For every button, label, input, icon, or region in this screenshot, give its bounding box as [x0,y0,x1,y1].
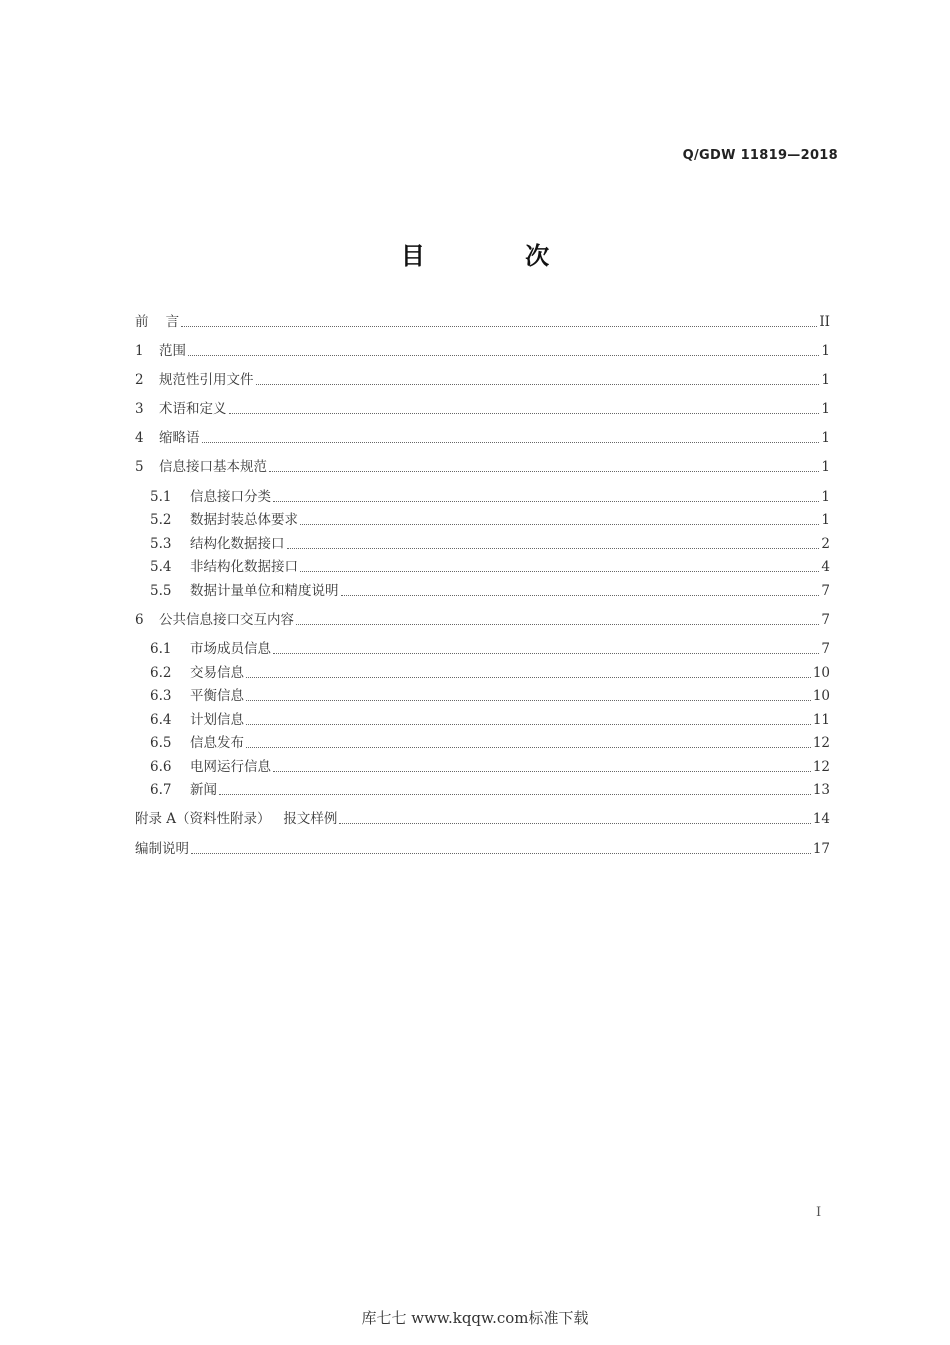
toc-entry-page: 17 [812,841,830,857]
dot-leader [273,771,811,772]
toc-entry-label: 前 言 [135,314,180,330]
toc-entry-number: 6.5 [150,735,172,751]
toc-entry-page: 14 [812,811,830,827]
page-number: I [816,1205,822,1220]
toc-entry[interactable] [135,809,830,829]
toc-entry[interactable] [135,399,830,419]
dot-leader [191,853,811,854]
toc-entry-page: 1 [821,459,830,475]
toc-entry-label: 附录 A（资料性附录） 报文样例 [135,811,338,827]
dot-leader [287,548,820,549]
toc-entry-number: 6.6 [150,759,172,775]
toc-entry-page: 12 [812,759,830,775]
toc-entry-page: II [819,314,830,330]
toc-entry[interactable] [150,757,830,777]
toc-entry-page: 10 [812,665,830,681]
dot-leader [339,823,810,824]
toc-entry[interactable] [150,534,830,554]
dot-leader [256,384,820,385]
toc-entry-label: 电网运行信息 [190,759,271,775]
toc-entry-page: 1 [821,343,830,359]
toc-entry-page: 7 [821,641,830,657]
toc-entry-label: 术语和定义 [159,401,227,417]
toc-entry[interactable] [135,839,830,859]
dot-leader [246,677,811,678]
dot-leader [246,700,811,701]
toc-entry-label: 规范性引用文件 [159,372,254,388]
toc-entry-page: 1 [821,512,830,528]
toc-entry[interactable] [135,312,830,332]
toc-entry-page: 13 [812,782,830,798]
toc-entry-label: 新闻 [190,782,217,798]
toc-entry-number: 5.3 [150,536,172,552]
toc-entry[interactable] [150,639,830,659]
toc-entry-label: 数据计量单位和精度说明 [190,583,339,599]
standard-code: Q/GDW 11819—2018 [682,148,838,163]
toc-entry-number: 1 [135,343,144,359]
dot-leader [246,747,811,748]
toc-entry-number: 6 [135,612,144,628]
toc-entry-label: 平衡信息 [190,688,244,704]
toc-entry-number: 6.7 [150,782,172,798]
toc-entry-number: 5.4 [150,559,172,575]
toc-entry-label: 信息发布 [190,735,244,751]
toc-entry-label: 信息接口基本规范 [159,459,267,475]
toc-entry[interactable] [135,428,830,448]
toc-entry-page: 1 [821,401,830,417]
dot-leader [202,442,820,443]
toc-entry[interactable] [150,710,830,730]
toc-entry[interactable] [135,610,830,630]
toc-entry[interactable] [135,370,830,390]
toc-entry-number: 2 [135,372,144,388]
toc-entry-page: 7 [821,612,830,628]
toc-entry[interactable] [150,510,830,530]
toc-entry-label: 范围 [159,343,186,359]
toc-entry-page: 4 [821,559,830,575]
toc-entry-number: 5.1 [150,489,172,505]
toc-entry[interactable] [150,557,830,577]
dot-leader [188,355,819,356]
toc-entry-page: 1 [821,489,830,505]
toc-entry-page: 7 [821,583,830,599]
toc-entry[interactable] [150,733,830,753]
dot-leader [219,794,811,795]
toc-entry-label: 信息接口分类 [190,489,271,505]
toc-entry-label: 计划信息 [190,712,244,728]
dot-leader [300,571,819,572]
toc-entry[interactable] [150,487,830,507]
toc-entry-page: 1 [821,430,830,446]
toc-entry-label: 缩略语 [159,430,200,446]
toc-entry[interactable] [150,780,830,800]
toc-entry-label: 编制说明 [135,841,189,857]
dot-leader [300,524,819,525]
toc-entry-page: 10 [812,688,830,704]
toc-entry-label: 市场成员信息 [190,641,271,657]
toc-entry-page: 11 [812,712,830,728]
dot-leader [246,724,811,725]
toc-entry-number: 5 [135,459,144,475]
dot-leader [273,501,819,502]
toc-entry-number: 6.4 [150,712,172,728]
toc-entry[interactable] [135,457,830,477]
toc-entry-number: 5.5 [150,583,172,599]
dot-leader [296,624,819,625]
toc-entry-label: 公共信息接口交互内容 [159,612,294,628]
dot-leader [273,653,819,654]
toc-entry-number: 6.1 [150,641,172,657]
toc-entry-page: 2 [821,536,830,552]
toc-entry[interactable] [150,581,830,601]
toc-entry-number: 4 [135,430,144,446]
toc-entry-label: 数据封装总体要求 [190,512,298,528]
dot-leader [269,471,819,472]
dot-leader [229,413,820,414]
toc-entry[interactable] [150,663,830,683]
dot-leader [181,326,817,327]
toc-entry-number: 5.2 [150,512,172,528]
toc-entry-label: 结构化数据接口 [190,536,285,552]
toc-entry-number: 6.2 [150,665,172,681]
toc-entry-page: 12 [812,735,830,751]
toc-entry-label: 非结构化数据接口 [190,559,298,575]
toc-entry-number: 3 [135,401,144,417]
watermark-text: 库七七 www.kqqw.com标准下载 [361,1309,589,1327]
toc-entry[interactable] [150,686,830,706]
toc-entry-label: 交易信息 [190,665,244,681]
toc-entry[interactable] [135,341,830,361]
dot-leader [341,595,820,596]
toc-entry-page: 1 [821,372,830,388]
toc-entry-number: 6.3 [150,688,172,704]
toc-title: 目 次 [400,242,596,270]
